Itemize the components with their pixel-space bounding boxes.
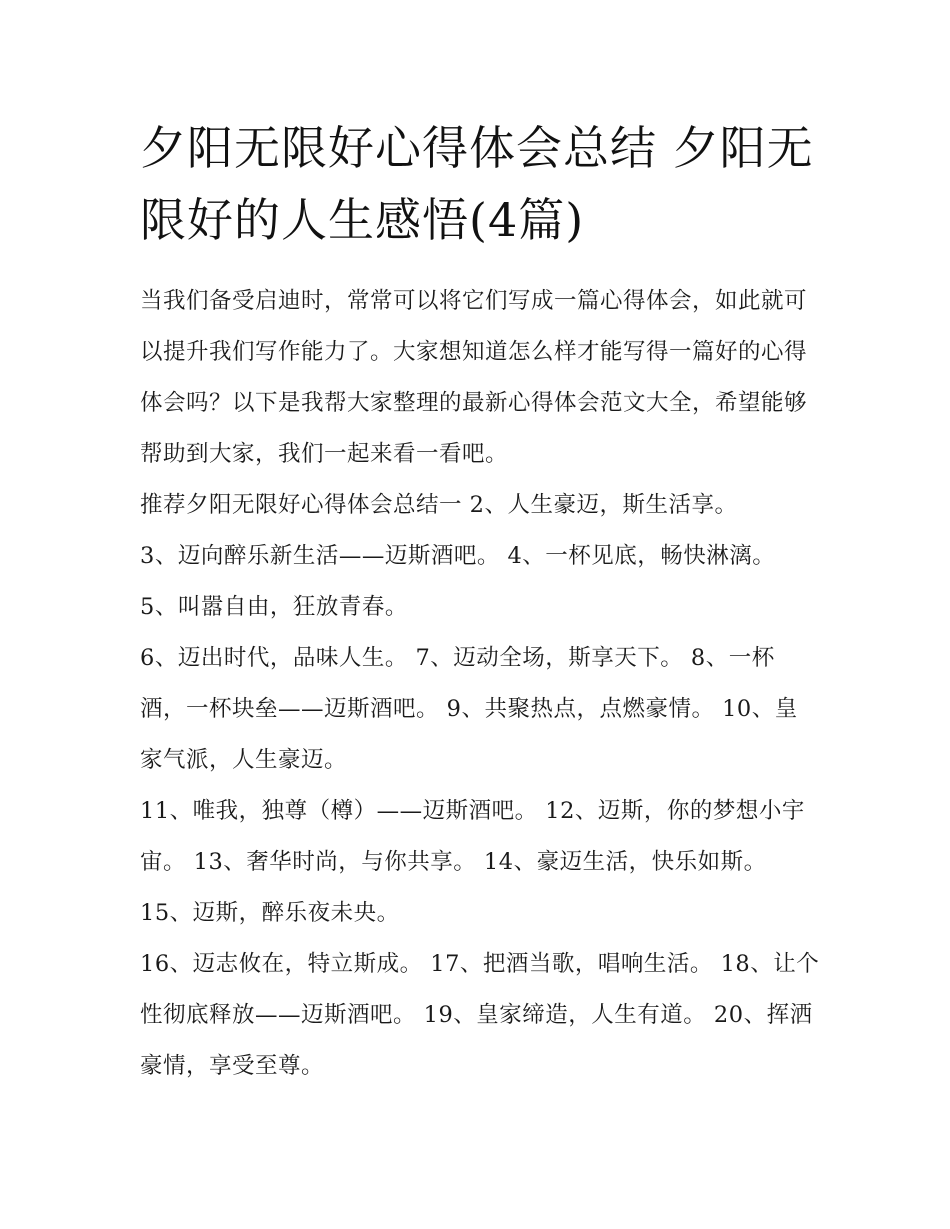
document-title: 夕阳无限好心得体会总结 夕阳无限好的人生感悟(4篇) bbox=[140, 121, 814, 247]
document-body bbox=[140, 112, 820, 1092]
paragraph: 6、迈出时代，品味人生。 7、迈动全场，斯享天下。 8、一杯酒，一杯块垒——迈斯酒吧。 9、共聚热点，点燃豪情。 10、皇家气派，人生豪迈。 bbox=[140, 645, 798, 773]
paragraph-intro: 当我们备受启迪时，常常可以将它们写成一篇心得体会，如此就可以提升我们写作能力了。大家想知道怎么样才能写得一篇好的心得体会吗？以下是我帮大家整理的最新心得体会范文大全，希望能够帮助到大家，我们一起来看一看吧。 bbox=[140, 288, 808, 467]
paragraph: 11、唯我，独尊（樽）——迈斯酒吧。 12、迈斯，你的梦想小宇宙。 13、奢华时尚，与你共享。 14、豪迈生活，快乐如斯。 15、迈斯，醉乐夜未央。 bbox=[140, 798, 805, 926]
paragraph: 推荐夕阳无限好心得体会总结一 2、人生豪迈，斯生活享。 bbox=[140, 492, 738, 518]
paragraph: 3、迈向醉乐新生活——迈斯酒吧。 4、一杯见底，畅快淋漓。 5、叫嚣自由，狂放青春。 bbox=[140, 543, 776, 620]
paragraph: 16、迈志攸在，特立斯成。 17、把酒当歌，唱响生活。 18、让个性彻底释放——迈斯酒吧。 19、皇家缔造，人生有道。 20、挥洒豪情，享受至尊。 bbox=[140, 951, 820, 1079]
